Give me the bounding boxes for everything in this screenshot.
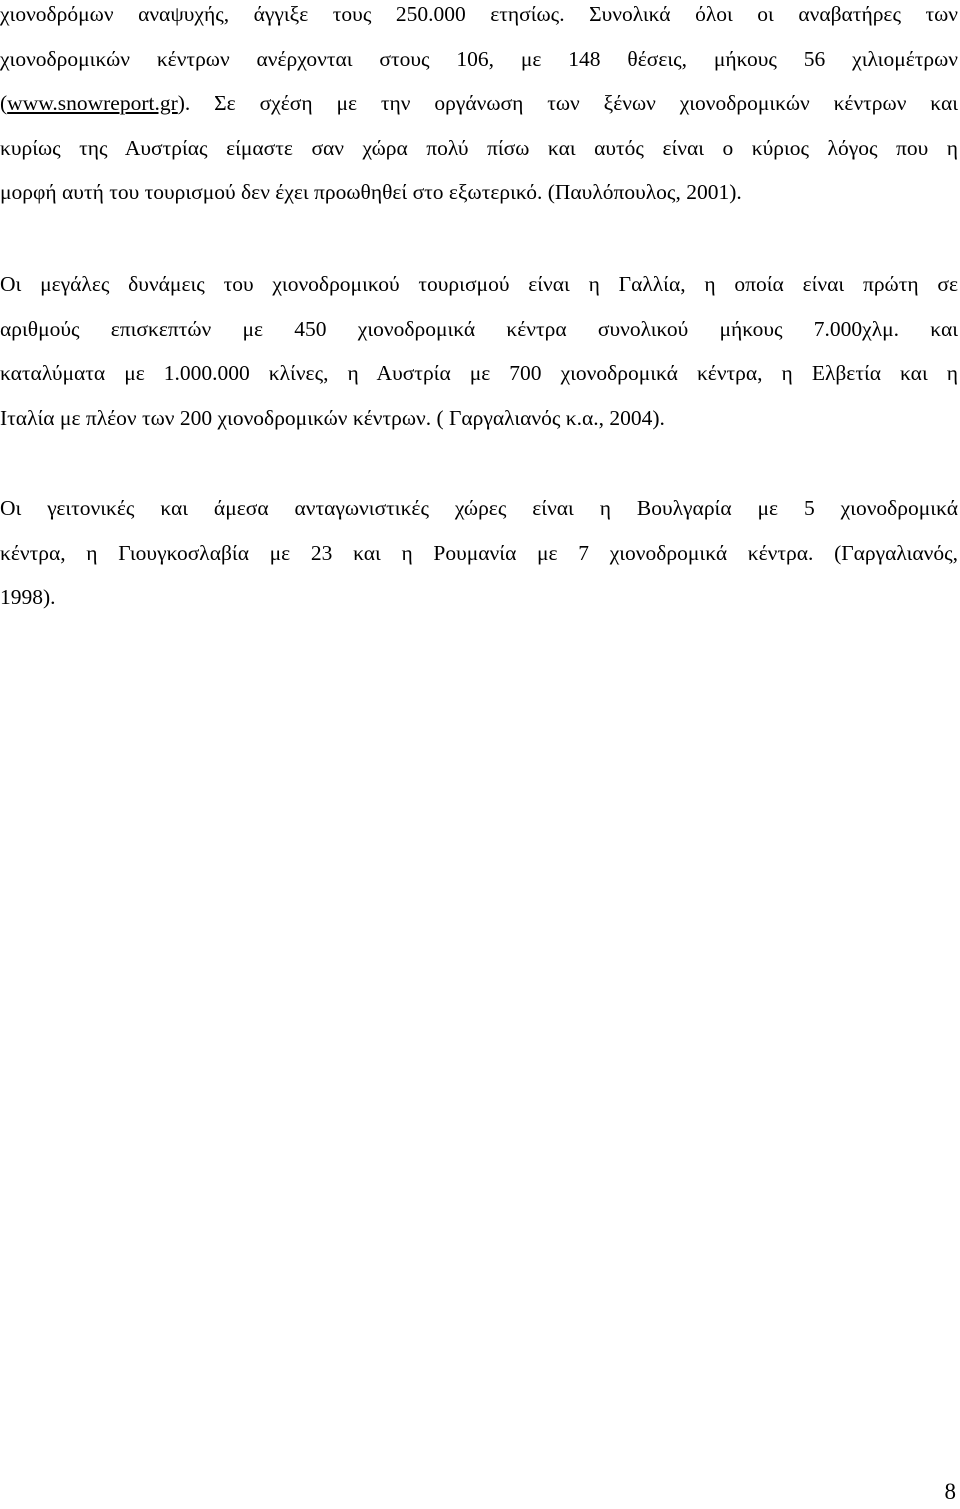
text-line-with-link — [0, 81, 958, 126]
text-fragment: Σε σχέση με την οργάνωση των ξένων χιονοδρομικών κέντρων και — [214, 91, 958, 115]
text-line: Οι γειτονικές και άμεσα ανταγωνιστικές χώρες είναι η Βουλγαρία με 5 χιονοδρομικά — [0, 496, 958, 520]
text-line: καταλύματα με 1.000.000 κλίνες, η Αυστρία με 700 χιονοδρομικά κέντρα, η Ελβετία και η — [0, 361, 958, 385]
text-line: αριθμούς επισκεπτών με 450 χιονοδρομικά κέντρα συνολικού μήκους 7.000χλμ. και — [0, 316, 958, 341]
page-number: 8 — [944, 1479, 956, 1504]
text-line: κέντρα, η Γιουγκοσλαβία με 23 και η Ρουμανία με 7 χιονοδρομικά κέντρα. (Γαργαλιανός, — [0, 540, 958, 565]
text-line: Οι μεγάλες δυνάμεις του χιονοδρομικού τουρισμού είναι η Γαλλία, η οποία είναι πρώτη σε — [0, 272, 958, 296]
paragraph-major-powers — [0, 262, 958, 440]
text-line: μορφή αυτή του τουρισμού δεν έχει προωθηθεί στο εξωτερικό. (Παυλόπουλος, 2001). — [0, 180, 742, 204]
text-line: κυρίως της Αυστρίας είμαστε σαν χώρα πολύ πίσω και αυτός είναι ο κύριος λόγος που η — [0, 135, 958, 160]
snowreport-link[interactable]: www.snowreport.gr — [7, 91, 178, 115]
link-open-paren: ( — [0, 91, 8, 115]
text-line: Ιταλία με πλέον των 200 χιονοδρομικών κέντρων. ( Γαργαλιανός κ.α., 2004). — [0, 405, 665, 430]
text-line: χιονοδρόμων αναψυχής, άγγιξε τους 250.000 ετησίως. Συνολικά όλοι οι αναβατήρες των — [0, 2, 958, 26]
text-line: χιονοδρομικών κέντρων ανέρχονται στους 106, με 148 θέσεις, μήκους 56 χιλιομέτρων — [0, 46, 958, 71]
text-line: 1998). — [0, 585, 56, 609]
link-close-paren: ). — [177, 91, 215, 115]
paragraph-neighboring-countries — [0, 486, 958, 620]
paragraph-ski-lifts — [0, 0, 958, 215]
